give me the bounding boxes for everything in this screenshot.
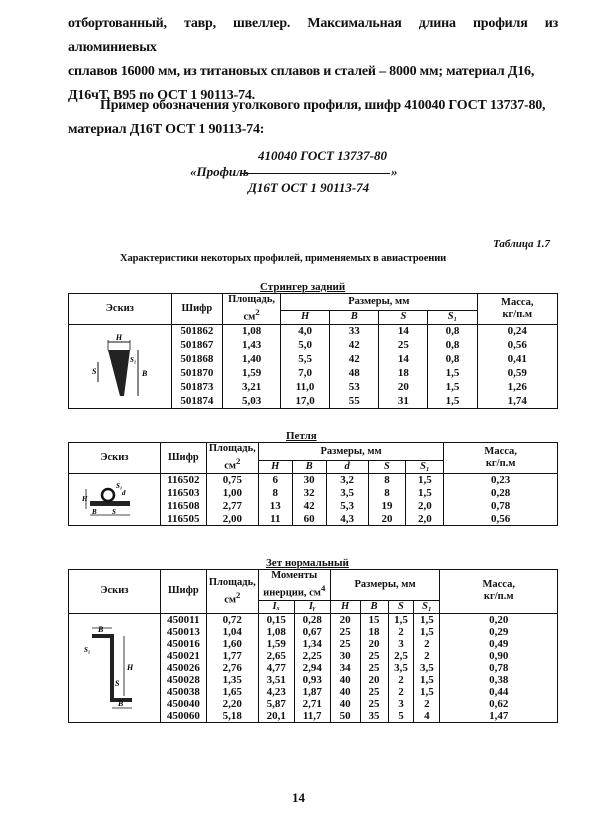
t2-h-code: Шифр: [160, 443, 206, 474]
formula-right: »: [391, 164, 398, 179]
table-cell: 3,5: [388, 662, 414, 674]
sk3-label-S1: S₁: [84, 645, 91, 654]
t1-h-H: H: [281, 310, 330, 324]
table-cell: 0,38: [440, 674, 558, 686]
table-cell: 450016: [160, 638, 206, 650]
table2-caption: Петля: [286, 430, 317, 442]
t1-h-B: B: [330, 310, 379, 324]
table-cell: 5,5: [281, 352, 330, 366]
formula-bottom: Д16Т ОСТ 1 90113-74: [248, 180, 370, 195]
table-cell: 3,51: [258, 674, 294, 686]
table-cell: 2,25: [294, 650, 330, 662]
table-cell: 0,78: [444, 500, 558, 513]
table-cell: 0,8: [428, 324, 477, 338]
table2: [68, 442, 558, 526]
table-cell: 1,59: [223, 366, 281, 380]
table-cell: 4,77: [258, 662, 294, 674]
table-cell: 30: [330, 650, 360, 662]
p2-line1: Пример обозначения уголкового профиля, шифр 410040 ГОСТ 13737-80,: [100, 98, 546, 113]
table-cell: 116505: [160, 513, 206, 526]
table-cell: 25: [360, 650, 388, 662]
table-cell: 501867: [171, 338, 222, 352]
table-cell: 4,3: [326, 513, 368, 526]
table-cell: 25: [360, 686, 388, 698]
table-cell: 2: [414, 698, 440, 710]
table-cell: 1,60: [206, 638, 258, 650]
table-cell: 501870: [171, 366, 222, 380]
table-cell: 1,00: [206, 487, 258, 500]
table-cell: 1,35: [206, 674, 258, 686]
table-cell: 3: [388, 698, 414, 710]
table-cell: 5,18: [206, 710, 258, 723]
table-cell: 2: [414, 638, 440, 650]
t3-h-S1: S₁: [414, 600, 440, 613]
table-cell: 25: [360, 698, 388, 710]
t2-h-B: B: [292, 461, 326, 474]
table-cell: 42: [330, 338, 379, 352]
sk2-label-S: S: [112, 507, 117, 516]
table-cell: 1,47: [440, 710, 558, 723]
table-cell: 48: [330, 366, 379, 380]
t2-h-S: S: [368, 461, 406, 474]
table-cell: 1,5: [428, 366, 477, 380]
table-cell: 2,00: [206, 513, 258, 526]
table-cell: 116508: [160, 500, 206, 513]
t3-h-Ix: Iₓ: [258, 600, 294, 613]
table-cell: 0,72: [206, 613, 258, 626]
t3-h-S: S: [388, 600, 414, 613]
table-cell: 1,5: [406, 487, 444, 500]
table-cell: 40: [330, 686, 360, 698]
table-cell: 1,40: [223, 352, 281, 366]
table-cell: 1,5: [414, 686, 440, 698]
table-cell: 1,26: [477, 380, 557, 394]
table-cell: 14: [379, 352, 428, 366]
table-cell: 501862: [171, 324, 222, 338]
t2-h-area: Площадь, $см^2$: [206, 443, 258, 474]
table-cell: 0,24: [477, 324, 557, 338]
table-cell: 8: [258, 487, 292, 500]
table-cell: 5,03: [223, 394, 281, 408]
table-cell: 450026: [160, 662, 206, 674]
table-cell: 1,5: [414, 613, 440, 626]
table-cell: 0,28: [444, 487, 558, 500]
table-cell: 11,0: [281, 380, 330, 394]
sk1-label-S1: S₁: [129, 356, 137, 364]
table-cell: 17,0: [281, 394, 330, 408]
table-cell: 2: [388, 686, 414, 698]
table-cell: 3: [388, 638, 414, 650]
table-cell: 116502: [160, 474, 206, 487]
table-cell: 0,41: [477, 352, 557, 366]
table-cell: 2,0: [406, 513, 444, 526]
table-cell: 0,67: [294, 626, 330, 638]
table-cell: 50: [330, 710, 360, 723]
table-cell: 25: [360, 662, 388, 674]
table-cell: 15: [360, 613, 388, 626]
table-cell: 1,5: [428, 394, 477, 408]
table-cell: 3,2: [326, 474, 368, 487]
sk3-label-B-top: B: [98, 624, 104, 634]
hinge-profile-sketch: [82, 479, 146, 521]
table-cell: 20: [360, 638, 388, 650]
table-cell: 25: [330, 626, 360, 638]
t2-h-dims: Размеры, мм: [258, 443, 443, 461]
table-cell: 20: [360, 674, 388, 686]
table-cell: 1,65: [206, 686, 258, 698]
table-cell: 450060: [160, 710, 206, 723]
table-cell: 450021: [160, 650, 206, 662]
table-cell: 450013: [160, 626, 206, 638]
table-cell: 13: [258, 500, 292, 513]
table-cell: 3,21: [223, 380, 281, 394]
table-cell: 11: [258, 513, 292, 526]
table-cell: 450011: [160, 613, 206, 626]
table-cell: 4: [414, 710, 440, 723]
table-cell: 5: [388, 710, 414, 723]
table-cell: 6: [258, 474, 292, 487]
formula-line: [240, 173, 390, 174]
t1-h-sketch: Эскиз: [69, 294, 172, 325]
table-cell: 2,5: [388, 650, 414, 662]
table-cell: 8: [368, 474, 406, 487]
table-cell: 1,87: [294, 686, 330, 698]
paragraph-2: [68, 94, 558, 142]
table-cell: 1,5: [428, 380, 477, 394]
table-cell: 0,23: [444, 474, 558, 487]
table-cell: 8: [368, 487, 406, 500]
designation-formula: [190, 148, 430, 198]
table-cell: 2,77: [206, 500, 258, 513]
formula-left: «Профиль: [190, 164, 249, 179]
table-cell: 60: [292, 513, 326, 526]
sk2-label-H: H: [82, 494, 88, 503]
table-cell: 501873: [171, 380, 222, 394]
table3: [68, 569, 558, 723]
table-cell: 2,76: [206, 662, 258, 674]
sk1-label-H: H: [115, 333, 122, 342]
table-cell: 116503: [160, 487, 206, 500]
table-cell: 4,0: [281, 324, 330, 338]
table-cell: 5,0: [281, 338, 330, 352]
table-row: [69, 324, 558, 338]
table-cell: 450028: [160, 674, 206, 686]
table2-sketch-cell: [69, 474, 161, 526]
table-cell: 0,90: [440, 650, 558, 662]
table-cell: 3,5: [326, 487, 368, 500]
sk1-label-S: S: [91, 367, 97, 376]
sk1-label-B: B: [141, 369, 148, 378]
table-cell: 3,5: [414, 662, 440, 674]
p2-line2: материал Д16Т ОСТ 1 90113-74:: [68, 122, 265, 137]
table-cell: 501874: [171, 394, 222, 408]
table-cell: 55: [330, 394, 379, 408]
p1-line1: отбортованный, тавр, швеллер. Максимальная длина профиля из алюминиевых: [68, 16, 558, 55]
table-cell: 40: [330, 698, 360, 710]
t3-h-dims: Размеры, мм: [330, 570, 440, 601]
table-cell: 0,15: [258, 613, 294, 626]
t3-h-mass: Масса, кг/п.м: [440, 570, 558, 614]
table-cell: 5,87: [258, 698, 294, 710]
table-cell: 20: [330, 613, 360, 626]
table-cell: 2: [388, 674, 414, 686]
t3-h-B: B: [360, 600, 388, 613]
table1: [68, 293, 558, 409]
table-cell: 25: [330, 638, 360, 650]
table-cell: 2: [388, 626, 414, 638]
table-cell: 5,3: [326, 500, 368, 513]
table-cell: 1,5: [414, 674, 440, 686]
sk2-label-d: d: [122, 488, 126, 497]
table-row: [69, 613, 558, 626]
table-cell: 11,7: [294, 710, 330, 723]
t1-h-S1: S₁: [428, 310, 477, 324]
formula-top: 410040 ГОСТ 13737-80: [258, 148, 388, 163]
table-cell: 2,0: [406, 500, 444, 513]
t2-h-S1: S₁: [406, 461, 444, 474]
table-cell: 1,34: [294, 638, 330, 650]
table-cell: 18: [360, 626, 388, 638]
table-cell: 2: [414, 650, 440, 662]
table-cell: 0,62: [440, 698, 558, 710]
table-cell: 20,1: [258, 710, 294, 723]
table-cell: 18: [379, 366, 428, 380]
table-cell: 2,20: [206, 698, 258, 710]
table-cell: 1,04: [206, 626, 258, 638]
t3-h-area: Площадь, $см^2$: [206, 570, 258, 614]
t3-h-H: H: [330, 600, 360, 613]
table-cell: 1,77: [206, 650, 258, 662]
table-cell: 0,20: [440, 613, 558, 626]
table3-sketch-cell: [69, 613, 161, 722]
table-cell: 0,44: [440, 686, 558, 698]
table-cell: 33: [330, 324, 379, 338]
table-cell: 1,5: [388, 613, 414, 626]
table-cell: 0,75: [206, 474, 258, 487]
t3-h-Iy: Iᵧ: [294, 600, 330, 613]
table-cell: 14: [379, 324, 428, 338]
table-cell: 34: [330, 662, 360, 674]
table-cell: 20: [379, 380, 428, 394]
stringer-profile-sketch: [90, 332, 150, 400]
table-cell: 31: [379, 394, 428, 408]
table-cell: 42: [292, 500, 326, 513]
table3-caption: Зет нормальный: [266, 557, 349, 569]
table-cell: 35: [360, 710, 388, 723]
table-cell: 0,28: [294, 613, 330, 626]
table-cell: 20: [368, 513, 406, 526]
table-cell: 2,94: [294, 662, 330, 674]
table-cell: 1,59: [258, 638, 294, 650]
t1-h-mass: Масса, кг/п.м: [477, 294, 557, 325]
table-cell: 42: [330, 352, 379, 366]
page-number: 14: [292, 790, 305, 805]
table-cell: 1,74: [477, 394, 557, 408]
sk2-label-S1: S₁: [116, 481, 123, 490]
t2-h-d: d: [326, 461, 368, 474]
table-cell: 0,56: [477, 338, 557, 352]
table-cell: 19: [368, 500, 406, 513]
table-number: Таблица 1.7: [493, 238, 550, 250]
table-cell: 450038: [160, 686, 206, 698]
t1-h-S: S: [379, 310, 428, 324]
table-cell: 0,56: [444, 513, 558, 526]
table-cell: 30: [292, 474, 326, 487]
table-cell: 2,65: [258, 650, 294, 662]
table-cell: 0,8: [428, 338, 477, 352]
table-cell: 0,29: [440, 626, 558, 638]
table-cell: 0,93: [294, 674, 330, 686]
table-cell: 1,08: [223, 324, 281, 338]
zed-profile-sketch: [82, 622, 146, 714]
t2-h-mass: Масса, кг/п.м: [444, 443, 558, 474]
table-cell: 0,59: [477, 366, 557, 380]
table-cell: 4,23: [258, 686, 294, 698]
table-cell: 53: [330, 380, 379, 394]
t3-h-moments: Моменты инерции, $см^4$: [258, 570, 330, 601]
sk3-label-H: H: [127, 662, 134, 672]
t2-h-sketch: Эскиз: [69, 443, 161, 474]
sk3-label-S: S: [115, 678, 120, 688]
table1-caption: Стрингер задний: [260, 281, 346, 293]
table-cell: 0,49: [440, 638, 558, 650]
t3-h-sketch: Эскиз: [69, 570, 161, 614]
sk3-label-B-bottom: B: [118, 698, 124, 708]
t1-h-area: Площадь, $см^2$: [223, 294, 281, 325]
p1-line3: Д16чТ, В95 по ОСТ 1 90113-74.: [68, 88, 255, 103]
t2-h-H: H: [258, 461, 292, 474]
table-cell: 1,5: [406, 474, 444, 487]
table-cell: 501868: [171, 352, 222, 366]
table-row: [69, 474, 558, 487]
table-cell: 450040: [160, 698, 206, 710]
table-cell: 32: [292, 487, 326, 500]
sk2-label-B: B: [92, 507, 98, 516]
table-cell: 2,71: [294, 698, 330, 710]
table-cell: 25: [379, 338, 428, 352]
table-cell: 1,5: [414, 626, 440, 638]
t1-h-dims: Размеры, мм: [281, 294, 478, 311]
table-cell: 0,78: [440, 662, 558, 674]
table-cell: 1,08: [258, 626, 294, 638]
t1-h-code: Шифр: [171, 294, 222, 325]
p1-line2: сплавов 16000 мм, из титановых сплавов и сталей – 8000 мм; материал Д16,: [68, 64, 535, 79]
table-cell: 1,43: [223, 338, 281, 352]
table-title: Характеристики некоторых профилей, применяемых в авиастроении: [120, 253, 447, 264]
table-cell: 40: [330, 674, 360, 686]
table-cell: 0,8: [428, 352, 477, 366]
table1-sketch-cell: [69, 324, 172, 408]
t3-h-code: Шифр: [160, 570, 206, 614]
table-cell: 7,0: [281, 366, 330, 380]
